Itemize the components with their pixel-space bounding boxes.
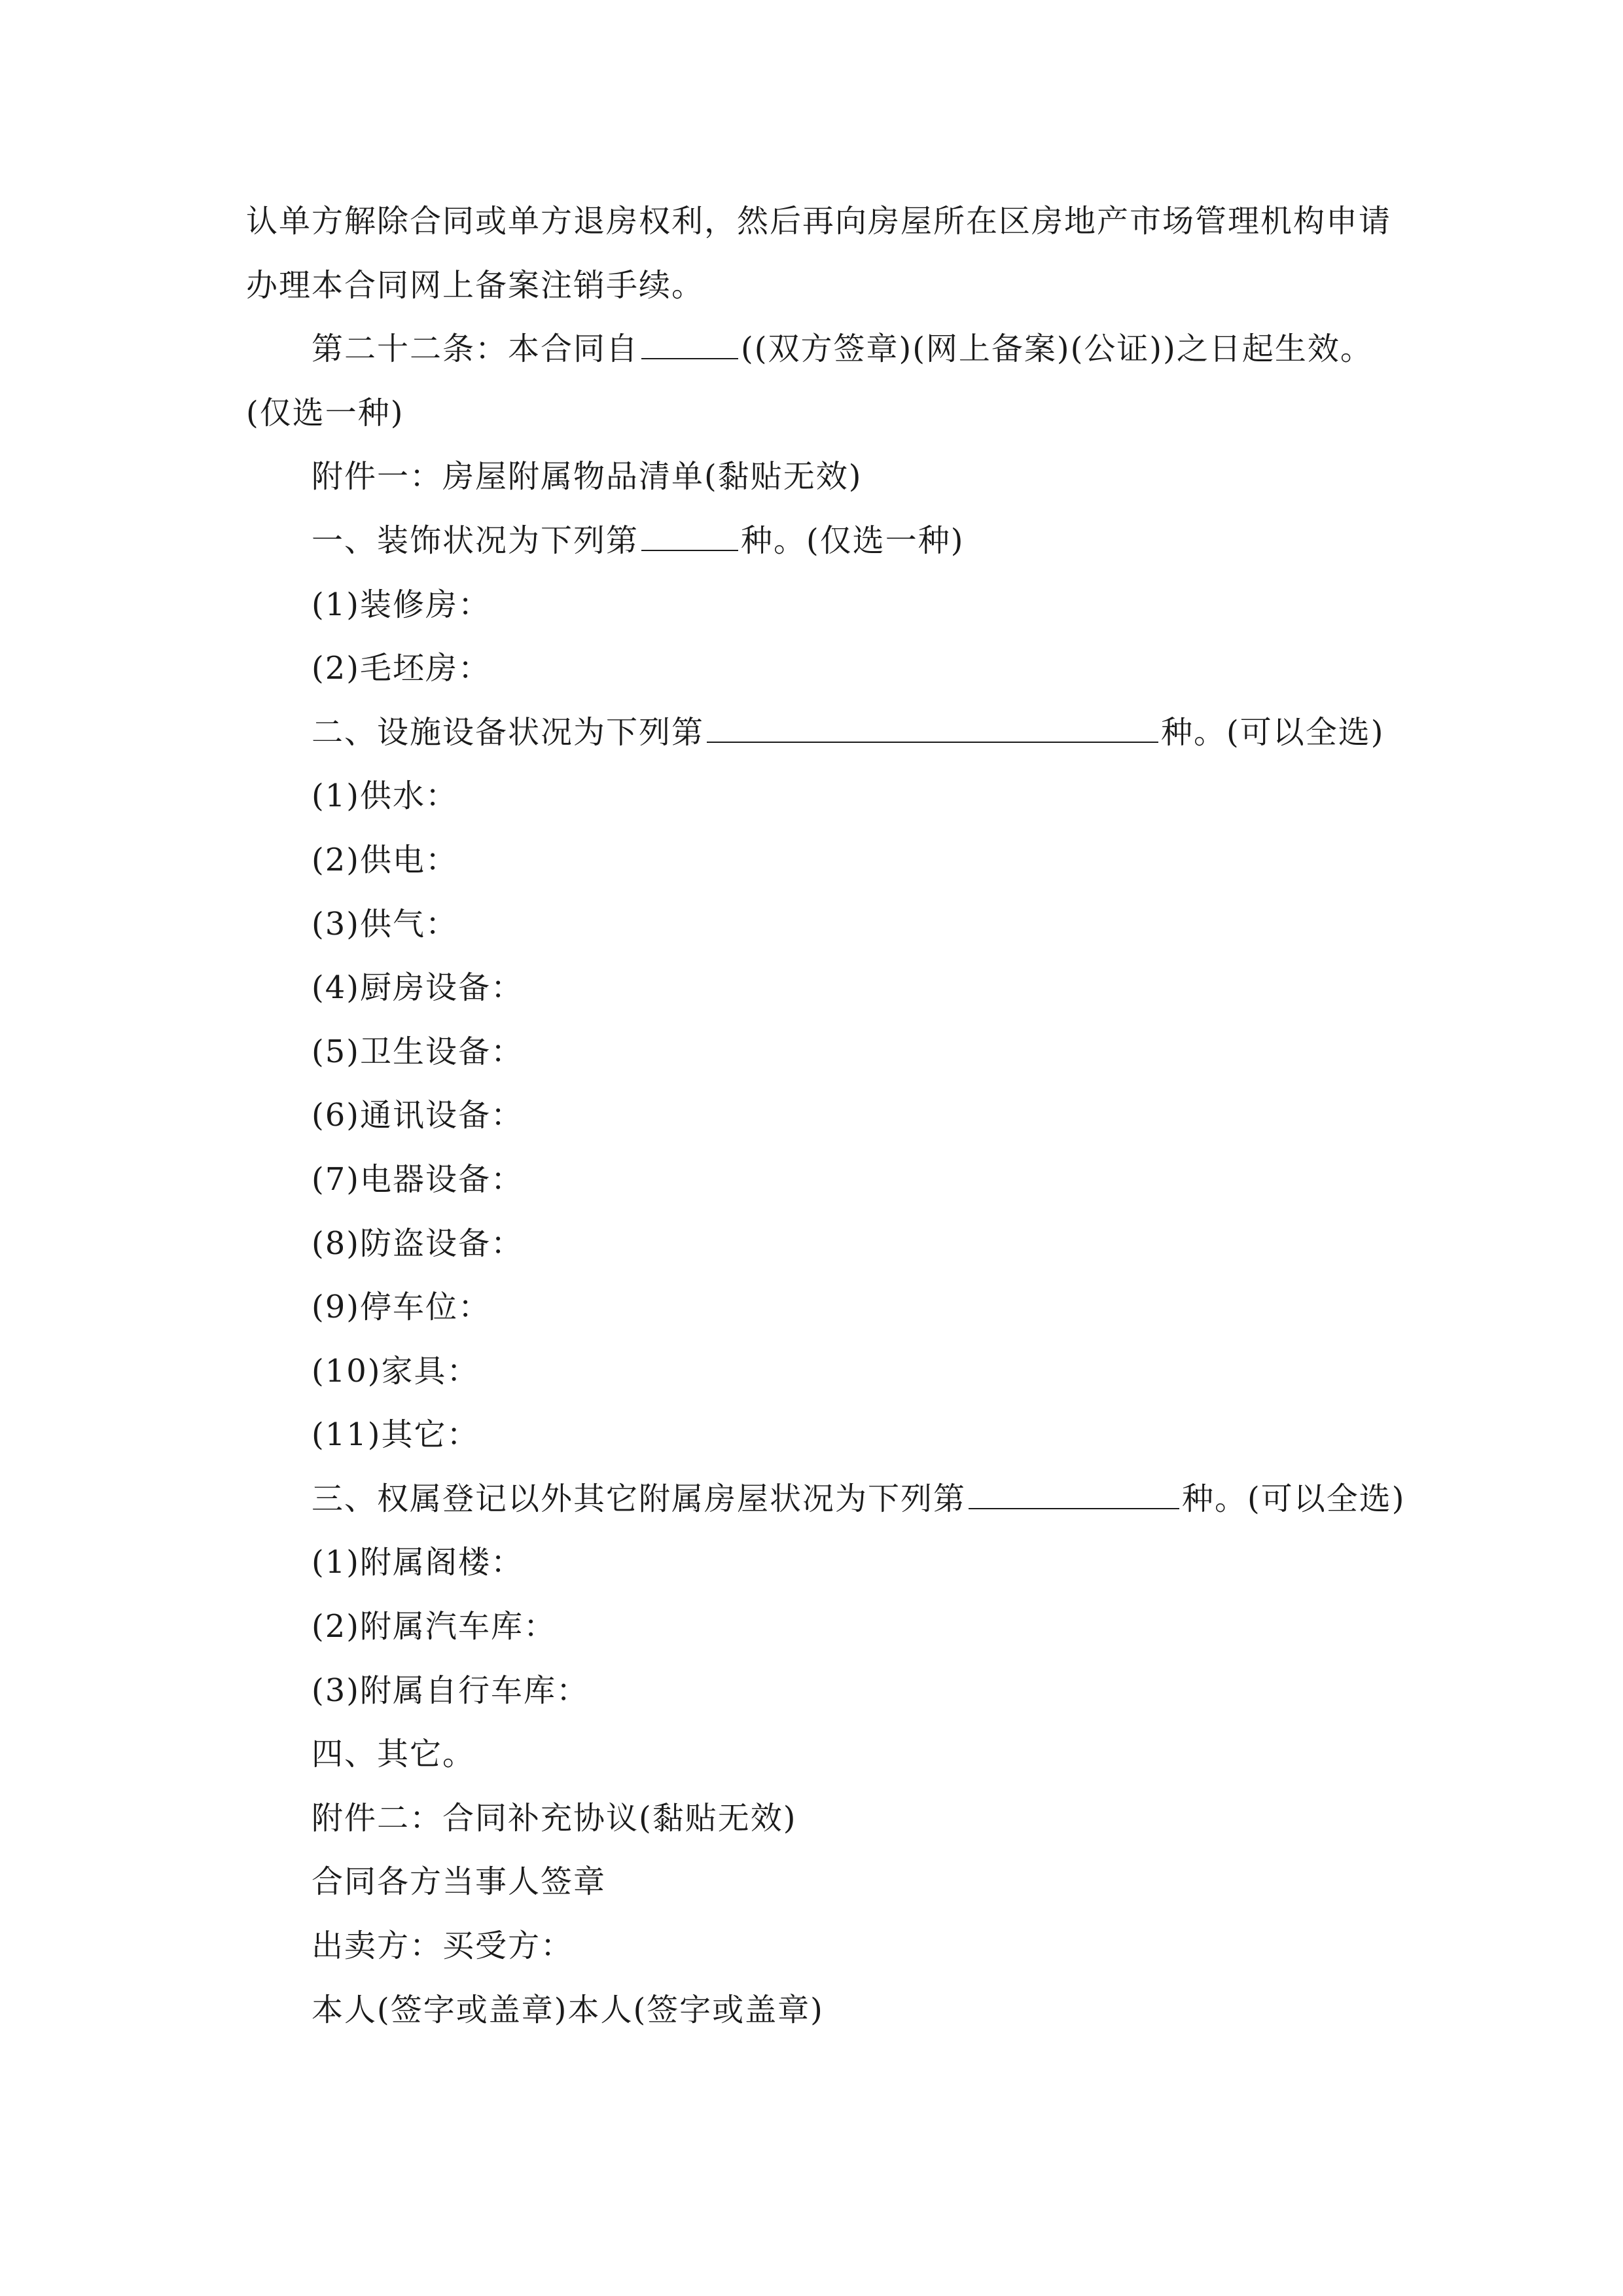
paragraph-line: 办理本合同网上备案注销手续。: [246, 266, 705, 304]
section-1-item: (2)毛坯房：: [312, 650, 491, 687]
section-2-item: (9)停车位：: [312, 1289, 491, 1326]
article-22: [246, 317, 1398, 382]
section-2-item: (1)供水：: [312, 778, 458, 815]
section-2-text-after: 种。(可以全选): [1161, 713, 1385, 751]
section-2-item: (5)卫生设备：: [312, 1033, 524, 1070]
document-body: [246, 190, 1406, 2042]
paragraph-line: 认单方解除合同或单方退房权利，然后再向房屋所在区房地产市场管理机构申请: [246, 203, 1392, 240]
section-2-item: (2)供电：: [312, 841, 458, 878]
section-3-item: (1)附属阁楼：: [312, 1544, 524, 1581]
article-22-text-before: 第二十二条：本合同自: [312, 331, 639, 368]
section-1-heading: [246, 509, 1398, 573]
annex-2-title: 附件二：合同补充协议(黏贴无效): [312, 1799, 797, 1837]
section-1-text-before: 一、装饰状况为下列第: [312, 522, 639, 559]
signature-title: 合同各方当事人签章: [312, 1863, 607, 1901]
section-2-item: (10)家具：: [312, 1352, 480, 1390]
fill-in-blank: [641, 332, 738, 359]
section-1-item: (1)装修房：: [312, 586, 491, 623]
fill-in-blank: [969, 1482, 1179, 1509]
section-2-item: (6)通讯设备：: [312, 1097, 524, 1134]
section-3-item: (3)附属自行车库：: [312, 1672, 589, 1709]
section-2-item: (4)厨房设备：: [312, 969, 524, 1007]
article-22-note: (仅选一种): [246, 394, 404, 431]
section-2-item: (3)供气：: [312, 905, 458, 942]
section-2-item: (8)防盗设备：: [312, 1225, 524, 1262]
section-2-item: (7)电器设备：: [312, 1160, 524, 1198]
article-22-text-after: ((双方签章)(网上备案)(公证))之日起生效。: [741, 331, 1373, 368]
section-4-heading: 四、其它。: [312, 1736, 476, 1773]
annex-1-title: 附件一：房屋附属物品清单(黏贴无效): [312, 458, 863, 495]
section-3-heading: [246, 1467, 1406, 1532]
section-2-item: (11)其它：: [312, 1416, 480, 1454]
section-3-text-before: 三、权属登记以外其它附属房屋状况为下列第: [312, 1480, 967, 1517]
section-2-text-before: 二、设施设备状况为下列第: [312, 713, 705, 751]
section-3-text-after: 种。(可以全选): [1182, 1480, 1406, 1517]
signature-line: 本人(签字或盖章)本人(签字或盖章): [312, 1991, 824, 2028]
parties-line: 出卖方：买受方：: [312, 1928, 574, 1965]
section-3-item: (2)附属汽车库：: [312, 1608, 556, 1645]
fill-in-blank: [707, 715, 1158, 743]
section-1-text-after: 种。(仅选一种): [741, 522, 965, 559]
fill-in-blank: [641, 524, 738, 551]
section-2-heading: [246, 701, 1398, 765]
